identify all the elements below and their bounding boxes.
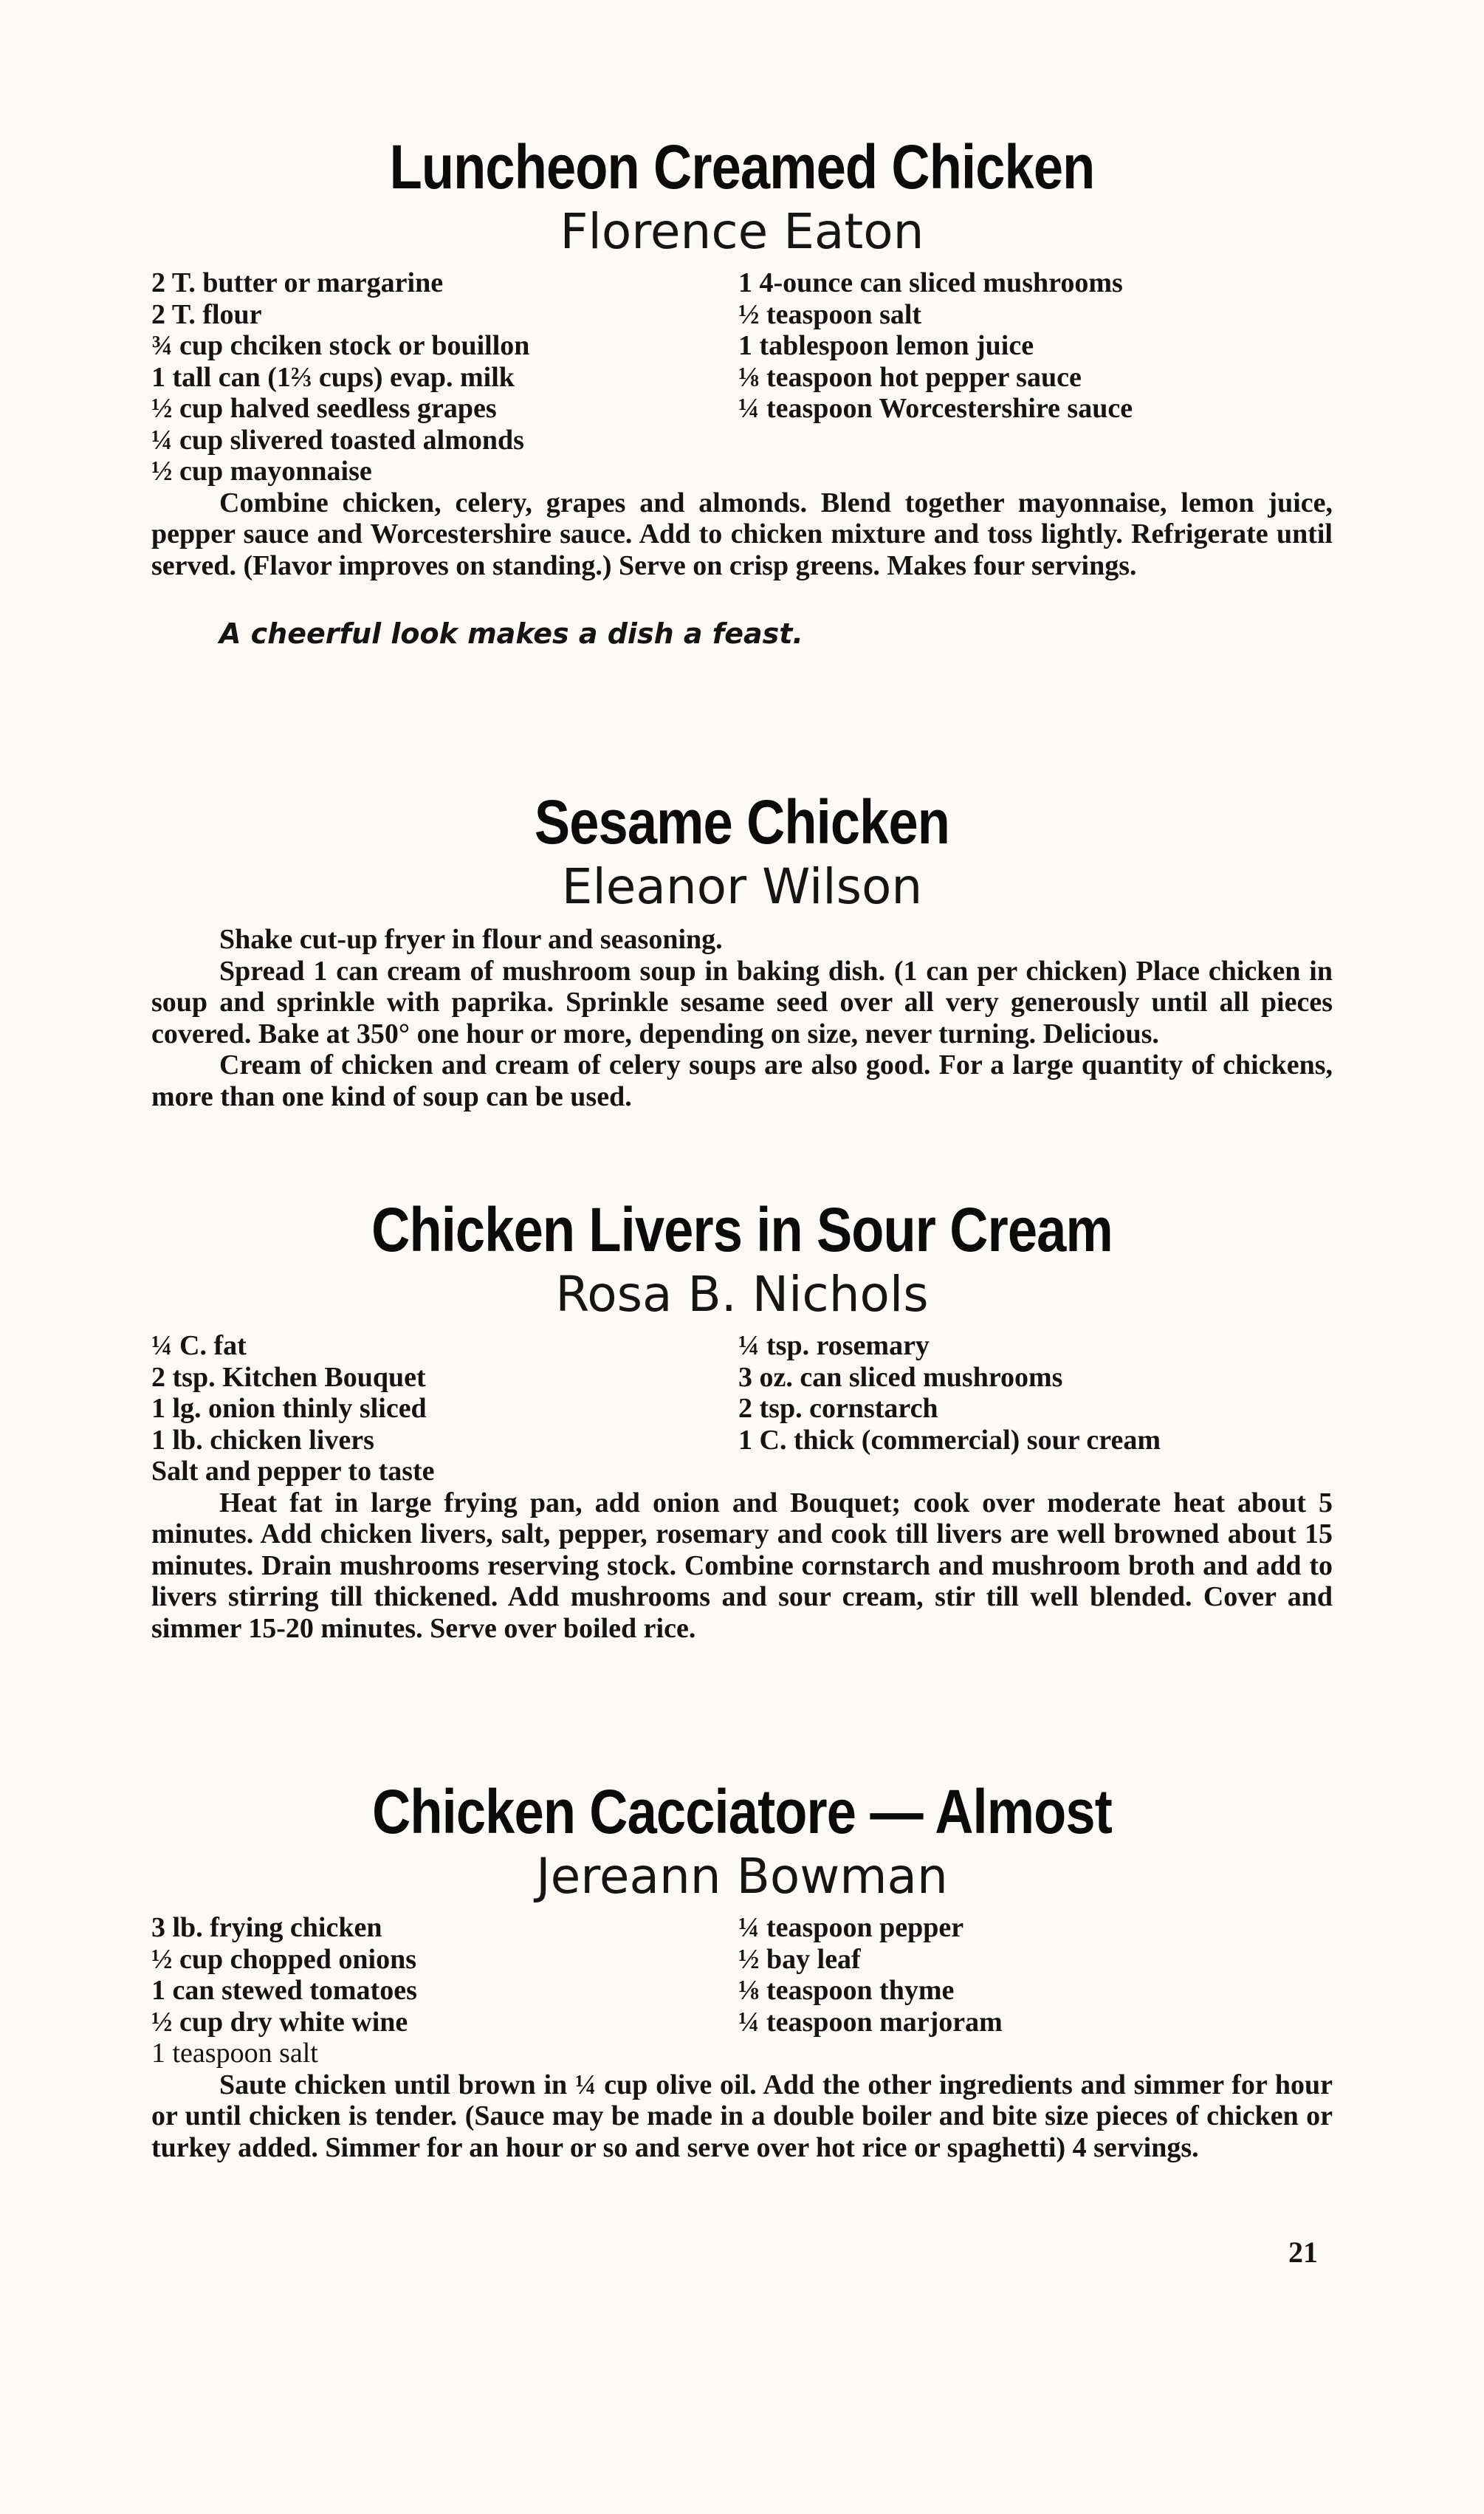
ingredient-item: 1 lg. onion thinly sliced <box>151 1393 427 1424</box>
ingredient-item: 2 tsp. cornstarch <box>738 1393 938 1424</box>
recipe-author: Jereann Bowman <box>536 1848 948 1905</box>
ingredient-item: 1 tall can (1⅔ cups) evap. milk <box>151 361 515 393</box>
ingredient-item: ½ cup dry white wine <box>151 2006 408 2038</box>
recipe-directions: Saute chicken until brown in ¼ cup olive oil. Add the other ingredients and simmer for hour or until chicken is tender. (Sauce may be made in a double boiler and bite size pieces of chicken or turkey added. Simmer for an hour or so and serve over hot rice or spaghetti) 4 servings. <box>151 2069 1333 2163</box>
ingredient-item: 3 oz. can sliced mushrooms <box>738 1361 1063 1393</box>
recipe-chicken-cacciatore <box>151 1776 1333 2163</box>
ingredient-item: 1 can stewed tomatoes <box>151 1975 417 2006</box>
recipe-author: Eleanor Wilson <box>561 858 923 915</box>
recipe-paragraph: Shake cut-up fryer in flour and seasoning. <box>219 924 723 955</box>
ingredient-item: ¼ teaspoon marjoram <box>738 2006 1003 2038</box>
ingredient-item: ¼ teaspoon pepper <box>738 1912 964 1943</box>
ingredient-item: 1 teaspoon salt <box>151 2038 318 2069</box>
recipe-chicken-livers-in-sour-cream <box>151 1194 1333 1644</box>
ingredient-item: 2 T. butter or margarine <box>151 267 444 298</box>
ingredient-item: ½ cup mayonnaise <box>151 456 372 487</box>
recipe-sesame-chicken <box>151 787 1333 1112</box>
ingredient-item: ⅛ teaspoon hot pepper sauce <box>738 361 1082 393</box>
ingredient-item: ¼ cup slivered toasted almonds <box>151 424 524 456</box>
recipe-directions: Heat fat in large frying pan, add onion and Bouquet; cook over moderate heat about 5 minutes. Add chicken livers, salt, pepper, rosemary and cook till livers are well browned about 15 minutes. Drain mushrooms reserving stock. Combine cornstarch and mushroom broth and add to livers stirring till thickened. Add mushrooms and sour cream, stir till well blended. Cover and simmer 15-20 minutes. Serve over boiled rice. <box>151 1487 1333 1644</box>
recipe-directions: Combine chicken, celery, grapes and almonds. Blend together mayonnaise, lemon juice, pepper sauce and Worcestershire sauce. Add to chicken mixture and toss lightly. Refrigerate until served. (Flavor improves on standing.) Serve on crisp greens. Makes four servings. <box>151 487 1333 581</box>
recipe-paragraph: Cream of chicken and cream of celery soups are also good. For a large quantity of chickens, more than one kind of soup can be used. <box>151 1049 1333 1112</box>
ingredient-column-left <box>151 267 738 487</box>
ingredient-item: ½ cup chopped onions <box>151 1943 417 1975</box>
recipe-title: Chicken Cacciatore — Almost <box>372 1777 1112 1846</box>
ingredient-item: 2 T. flour <box>151 298 262 330</box>
recipe-author: Florence Eaton <box>560 203 924 260</box>
recipe-paragraph: Spread 1 can cream of mushroom soup in baking dish. (1 can per chicken) Place chicken in soup and sprinkle with paprika. Sprinkle sesame seed over all very generously until all pieces covered. Bake at 350° one hour or more, depending on size, never turning. Delicious. <box>151 955 1333 1049</box>
ingredient-item: ¼ tsp. rosemary <box>738 1330 930 1361</box>
ingredient-item: 2 tsp. Kitchen Bouquet <box>151 1361 426 1393</box>
ingredient-item: ¼ teaspoon Worcestershire sauce <box>738 393 1133 424</box>
ingredient-item: 1 C. thick (commercial) sour cream <box>738 1424 1161 1456</box>
page-number: 21 <box>1288 2236 1318 2269</box>
ingredient-item: 3 lb. frying chicken <box>151 1912 382 1943</box>
ingredient-column-left <box>151 1912 738 2038</box>
recipe-quote: A cheerful look makes a dish a feast. <box>219 617 803 650</box>
ingredient-item: ¾ cup chciken stock or bouillon <box>151 330 530 361</box>
recipe-title: Chicken Livers in Sour Cream <box>371 1195 1113 1264</box>
ingredient-item: ¼ C. fat <box>151 1330 247 1361</box>
recipe-luncheon-creamed-chicken <box>151 131 1333 652</box>
ingredient-list <box>151 267 1333 487</box>
ingredient-item: ½ cup halved seedless grapes <box>151 393 497 424</box>
ingredient-list <box>151 1912 1333 2038</box>
ingredient-item: 1 lb. chicken livers <box>151 1424 374 1456</box>
ingredient-item: Salt and pepper to taste <box>151 1456 435 1487</box>
recipe-author: Rosa B. Nichols <box>555 1266 929 1323</box>
ingredient-column-left <box>151 1330 738 1456</box>
ingredient-item: ½ teaspoon salt <box>738 298 922 330</box>
ingredient-item: 1 tablespoon lemon juice <box>738 330 1034 361</box>
ingredient-item: ⅛ teaspoon thyme <box>738 1975 955 2006</box>
ingredient-item: ½ bay leaf <box>738 1943 861 1975</box>
recipe-title: Sesame Chicken <box>534 787 950 857</box>
recipe-title: Luncheon Creamed Chicken <box>389 132 1095 202</box>
ingredient-list <box>151 1330 1333 1456</box>
ingredient-column-right <box>738 1330 1333 1456</box>
ingredient-item: 1 4-ounce can sliced mushrooms <box>738 267 1123 298</box>
ingredient-column-right <box>738 267 1333 487</box>
ingredient-column-right <box>738 1912 1333 2038</box>
